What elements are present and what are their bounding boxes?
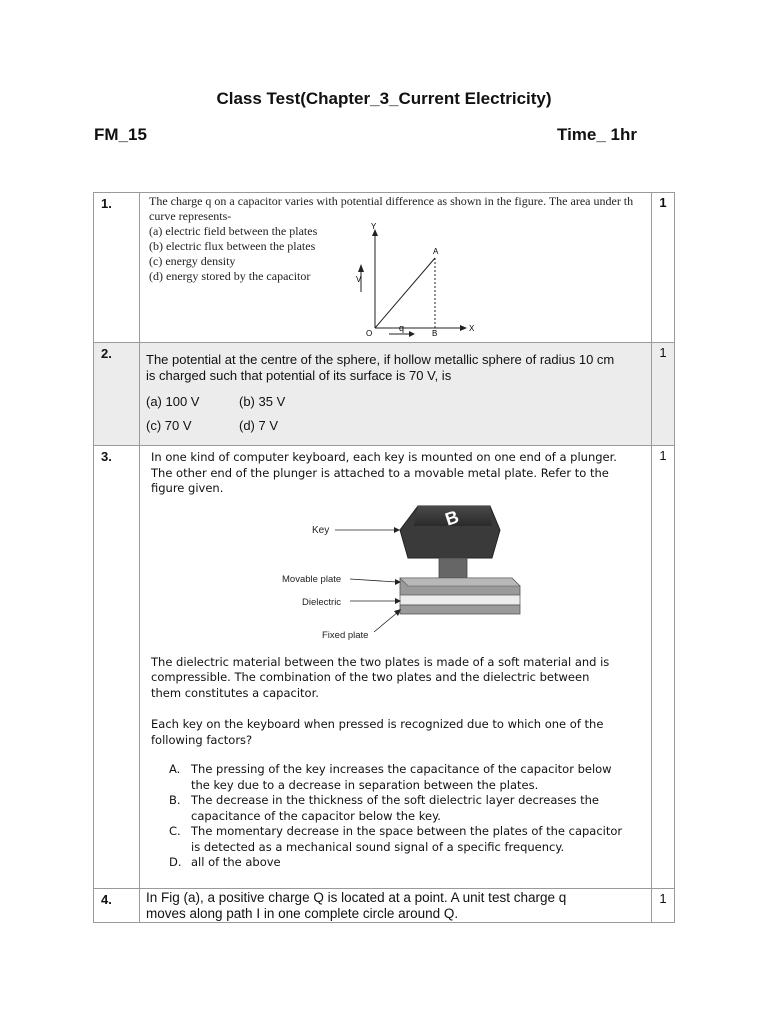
option-list [140,224,347,338]
question-paragraph: Each key on the keyboard when pressed is recognized due to which one of the following factors? [151,717,604,747]
question-number: 4. [101,892,112,907]
x-axis-label: X [469,324,475,333]
y-axis-label: Y [371,222,377,231]
fixed-plate [400,605,520,614]
question-number: 3. [101,449,112,464]
option: (c) energy density [149,254,236,268]
option: (d) 7 V [239,418,279,433]
question-row-2 [94,343,675,446]
option: (c) 70 V [146,418,192,433]
origin-label: O [366,329,373,338]
option-list [140,384,651,438]
key-letter: B [442,506,462,530]
question-marks: 1 [659,448,667,463]
plunger [439,558,467,578]
option: C. The momentary decrease in the space between the plates of the capacitor is detected as a mechanical sound signal of a specific frequency. [169,824,623,854]
key-label: Key [312,525,330,536]
question-text: In Fig (a), a positive charge Q is located at a point. A unit test charge q moves along path I in one complete circle around Q. [146,890,567,921]
q-label: q [399,323,405,333]
v-label: V [356,275,362,284]
point-a-label: A [433,247,439,256]
point-b-label: B [432,329,438,338]
option: (b) 35 V [239,394,286,409]
question-row-1 [94,193,675,343]
dielectric-label: Dielectric [302,597,342,608]
option: (d) energy stored by the capacitor [149,269,311,283]
question-text: The potential at the centre of the sphere, if hollow metallic sphere of radius 10 cm is charged such that potential of its surface is 70 V, is [146,352,615,383]
option: A. The pressing of the key increases the capacitance of the capacitor below the key due to a decrease in separation between the plates. [169,762,612,792]
option: (a) 100 V [146,394,200,409]
question-marks: 1 [659,891,667,906]
option: D. all of the above [169,855,281,869]
charge-voltage-graph [347,220,487,338]
fixed-plate-label: Fixed plate [322,630,369,641]
keyboard-key-diagram [280,500,540,650]
question-paragraph: The dielectric material between the two plates is made of a soft material and is compressible. The combination of the two plates and the dielectric between them constitutes a capacitor. [151,654,610,700]
question-row-4 [94,889,675,923]
movable-plate-label: Movable plate [282,574,342,585]
question-number: 1. [101,196,112,211]
full-marks: FM_15 [94,125,147,144]
question-text: In one kind of computer keyboard, each key is mounted on one end of a plunger. The other end of the plunger is attached to a movable metal plate. Refer to the figure given. [151,450,617,495]
question-marks: 1 [659,195,667,210]
question-text: The charge q on a capacitor varies with potential difference as shown in the figure. The area under th curve represents- [149,194,634,223]
question-number: 2. [101,346,112,361]
test-title: Class Test(Chapter_3_Current Electricity) [216,89,552,108]
question-table [93,192,675,923]
dielectric-layer [400,595,520,605]
option: (b) electric flux between the plates [149,239,316,253]
option: B. The decrease in the thickness of the soft dielectric layer decreases the capacitance of the capacitor below the key. [169,793,599,823]
question-row-3 [94,446,675,889]
option: (a) electric field between the plates [149,224,318,238]
question-marks: 1 [659,345,667,360]
time-limit: Time_ 1hr [557,125,638,144]
